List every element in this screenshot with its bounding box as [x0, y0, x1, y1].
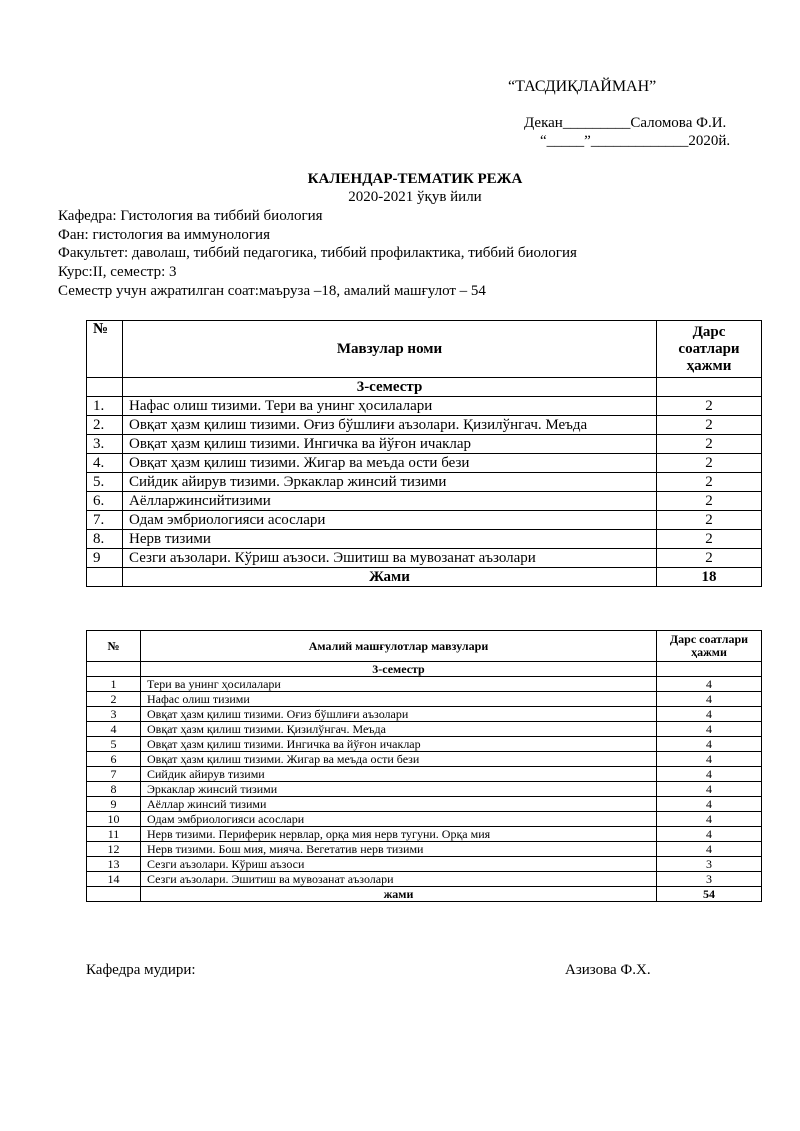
total-row [87, 887, 762, 902]
row-hours: 2 [657, 473, 762, 492]
dean-signature-line: Декан_________Саломова Ф.И. [524, 115, 727, 131]
column-header-hours: Дарс соатлари ҳажми [657, 631, 762, 662]
row-number: 7. [87, 511, 123, 530]
row-hours: 4 [657, 722, 762, 737]
empty-cell [657, 378, 762, 397]
table-row [87, 812, 762, 827]
row-number: 3. [87, 435, 123, 454]
row-hours: 4 [657, 767, 762, 782]
semester-row [87, 378, 762, 397]
column-header-number: № [87, 321, 123, 378]
row-topic: Овқат ҳазм қилиш тизими. Жигар ва меъда ости бези [141, 752, 657, 767]
row-number: 2. [87, 416, 123, 435]
row-number: 4. [87, 454, 123, 473]
table-row [87, 511, 762, 530]
table-row [87, 872, 762, 887]
practicals-table [86, 630, 762, 902]
row-topic: Эркаклар жинсий тизими [141, 782, 657, 797]
row-hours: 2 [657, 454, 762, 473]
row-number: 1. [87, 397, 123, 416]
row-number: 5 [87, 737, 141, 752]
date-line: “_____”_____________2020й. [540, 133, 731, 149]
row-number: 6 [87, 752, 141, 767]
semester-label: 3-семестр [123, 378, 657, 397]
total-value: 18 [657, 568, 762, 587]
total-row [87, 568, 762, 587]
table-row [87, 782, 762, 797]
row-topic: Овқат ҳазм қилиш тизими. Жигар ва меъда ости бези [123, 454, 657, 473]
row-topic: Сезги аъзолари. Кўриш аъзоси. Эшитиш ва мувозанат аъзолари [123, 549, 657, 568]
table-header-row [87, 321, 762, 378]
table-row [87, 692, 762, 707]
row-hours: 4 [657, 737, 762, 752]
row-hours: 2 [657, 549, 762, 568]
column-header-topic: Амалий машғулотлар мавзулари [141, 631, 657, 662]
table-row [87, 549, 762, 568]
info-faculty: Факультет: даволаш, тиббий педагогика, тиббий профилактика, тиббий биология [58, 245, 577, 261]
row-hours: 4 [657, 812, 762, 827]
department-head-label: Кафедра мудири: [86, 962, 196, 978]
table-row [87, 752, 762, 767]
total-label: Жами [123, 568, 657, 587]
row-number: 7 [87, 767, 141, 782]
row-topic: Нафас олиш тизими. Тери ва унинг ҳосилалари [123, 397, 657, 416]
info-department: Кафедра: Гистология ва тиббий биология [58, 208, 323, 224]
row-topic: Аёллар жинсий тизими [141, 797, 657, 812]
row-number: 11 [87, 827, 141, 842]
row-hours: 2 [657, 416, 762, 435]
row-number: 2 [87, 692, 141, 707]
row-number: 1 [87, 677, 141, 692]
total-label: жами [141, 887, 657, 902]
row-hours: 3 [657, 857, 762, 872]
row-hours: 2 [657, 530, 762, 549]
row-number: 8. [87, 530, 123, 549]
table-row [87, 473, 762, 492]
row-hours: 4 [657, 677, 762, 692]
table-row [87, 737, 762, 752]
table-row [87, 435, 762, 454]
row-topic: Нерв тизими. Периферик нервлар, орқа мия нерв тугуни. Орқа мия [141, 827, 657, 842]
row-hours: 4 [657, 752, 762, 767]
row-number: 14 [87, 872, 141, 887]
table-row [87, 677, 762, 692]
column-header-topic: Мавзулар номи [123, 321, 657, 378]
table-row [87, 767, 762, 782]
document-title: КАЛЕНДАР-ТЕМАТИК РЕЖА [307, 171, 523, 187]
semester-label: 3-семестр [141, 662, 657, 677]
row-topic: Сезги аъзолари. Эшитиш ва мувозанат аъзолари [141, 872, 657, 887]
department-head-name: Азизова Ф.Х. [565, 962, 651, 978]
row-number: 10 [87, 812, 141, 827]
row-hours: 2 [657, 492, 762, 511]
row-hours: 4 [657, 692, 762, 707]
row-hours: 2 [657, 397, 762, 416]
row-hours: 2 [657, 511, 762, 530]
row-number: 5. [87, 473, 123, 492]
empty-cell [87, 378, 123, 397]
row-topic: Одам эмбриологияси асослари [141, 812, 657, 827]
approval-heading: “ТАСДИҚЛАЙМАН” [508, 78, 657, 95]
row-hours: 4 [657, 827, 762, 842]
row-topic: Овқат ҳазм қилиш тизими. Ингичка ва йўғон ичаклар [141, 737, 657, 752]
empty-cell [657, 662, 762, 677]
row-hours: 2 [657, 435, 762, 454]
info-hours: Семестр учун ажратилган соат:маъруза –18, амалий машғулот – 54 [58, 283, 486, 299]
table-row [87, 492, 762, 511]
row-hours: 4 [657, 782, 762, 797]
info-course-semester: Курс:II, семестр: 3 [58, 264, 177, 280]
row-number: 9 [87, 549, 123, 568]
row-topic: Нерв тизими. Бош мия, мияча. Вегетатив нерв тизими [141, 842, 657, 857]
lectures-table [86, 320, 762, 587]
empty-cell [87, 887, 141, 902]
row-topic: Овқат ҳазм қилиш тизими. Оғиз бўшлиғи аъзолари. Қизилўнгач. Меъда [123, 416, 657, 435]
table-row [87, 722, 762, 737]
table-row [87, 454, 762, 473]
empty-cell [87, 662, 141, 677]
total-value: 54 [657, 887, 762, 902]
table-row [87, 416, 762, 435]
table-header-row [87, 631, 762, 662]
row-topic: Сийдик айирув тизими. Эркаклар жинсий тизими [123, 473, 657, 492]
table-row [87, 842, 762, 857]
column-header-number: № [87, 631, 141, 662]
row-number: 8 [87, 782, 141, 797]
row-hours: 4 [657, 797, 762, 812]
row-number: 9 [87, 797, 141, 812]
row-topic: Овқат ҳазм қилиш тизими. Қизилўнгач. Меъда [141, 722, 657, 737]
info-subject: Фан: гистология ва иммунология [58, 227, 270, 243]
row-topic: Овқат ҳазм қилиш тизими. Оғиз бўшлиғи аъзолари [141, 707, 657, 722]
row-hours: 3 [657, 872, 762, 887]
row-number: 4 [87, 722, 141, 737]
table-row [87, 397, 762, 416]
row-topic: Нафас олиш тизими [141, 692, 657, 707]
table-row [87, 707, 762, 722]
table-row [87, 530, 762, 549]
row-hours: 4 [657, 842, 762, 857]
table-row [87, 857, 762, 872]
semester-row [87, 662, 762, 677]
row-topic: Сийдик айирув тизими [141, 767, 657, 782]
table-row [87, 827, 762, 842]
column-header-hours: Дарс соатлари ҳажми [657, 321, 762, 378]
row-number: 13 [87, 857, 141, 872]
row-topic: Нерв тизими [123, 530, 657, 549]
row-hours: 4 [657, 707, 762, 722]
row-number: 6. [87, 492, 123, 511]
academic-year: 2020-2021 ўқув йили [348, 189, 482, 205]
row-number: 3 [87, 707, 141, 722]
row-topic: Аёлларжинсийтизими [123, 492, 657, 511]
empty-cell [87, 568, 123, 587]
row-topic: Тери ва унинг ҳосилалари [141, 677, 657, 692]
row-topic: Овқат ҳазм қилиш тизими. Ингичка ва йўғон ичаклар [123, 435, 657, 454]
row-topic: Одам эмбриологияси асослари [123, 511, 657, 530]
row-topic: Сезги аъзолари. Кўриш аъзоси [141, 857, 657, 872]
table-row [87, 797, 762, 812]
row-number: 12 [87, 842, 141, 857]
